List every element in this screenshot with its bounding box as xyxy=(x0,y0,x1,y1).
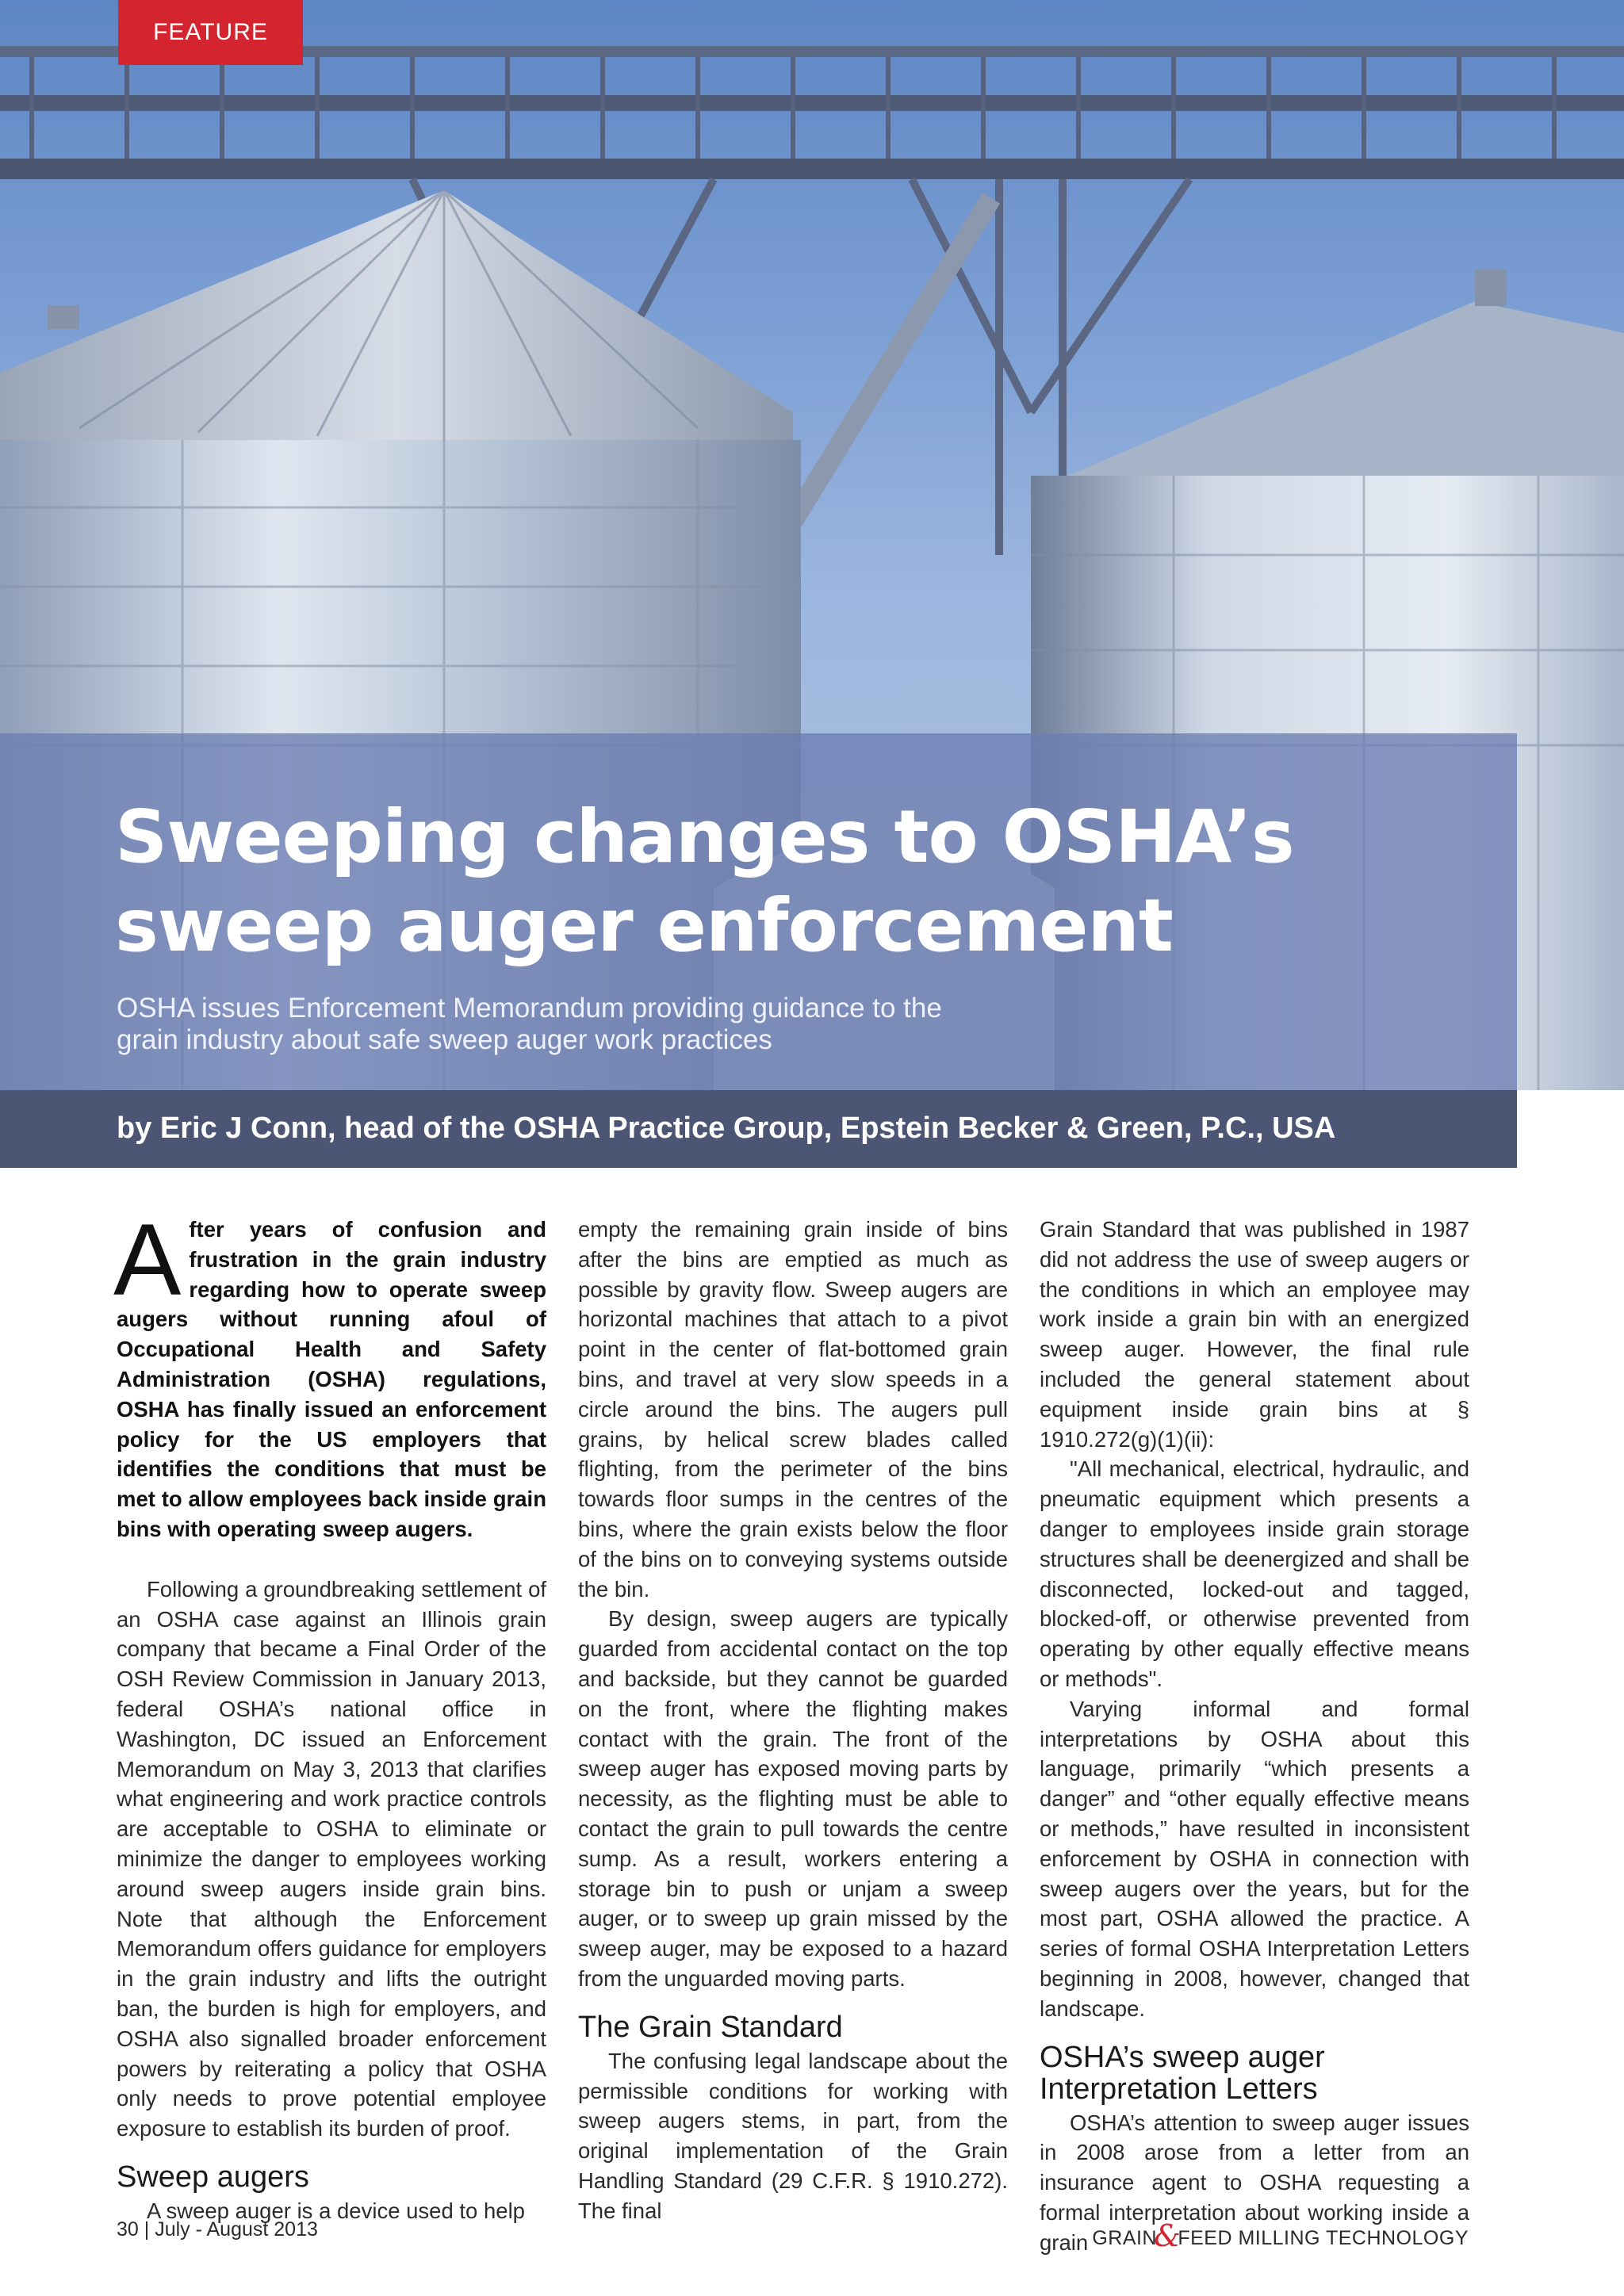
body-paragraph: By design, sweep augers are typically guarded from accidental contact on the top and backside, but they cannot be guarded on the front, where the flighting makes contact with the grain. The front of the sweep auger has exposed moving parts by necessity, as the flighting must be able to contact the grain to pull towards the centre sump. As a result, workers entering a storage bin to push or unjam a sweep auger, or to sweep up grain missed by the sweep auger, may be exposed to a hazard from the unguarded moving parts. xyxy=(578,1606,1008,1991)
masthead-grain: GRAIN xyxy=(1092,2227,1157,2249)
column-1 xyxy=(113,1203,546,2226)
subhead-grain-standard: The Grain Standard xyxy=(578,2010,843,2044)
hero-photo xyxy=(0,0,1624,1090)
masthead-ampersand: & xyxy=(1154,2218,1182,2253)
body-paragraph: OSHA’s attention to sweep auger issues in 2008 arose from a letter from an insurance agent to OSHA requesting a formal interpretation about working inside a grain xyxy=(1040,2110,1469,2255)
headline-line-2: sweep auger enforcement xyxy=(115,883,1173,968)
column-3 xyxy=(1040,1215,1469,2258)
standfirst xyxy=(117,993,1068,1056)
subhead-line-2: Interpretation Letters xyxy=(1040,2072,1318,2106)
body-paragraph: Varying informal and formal interpretations by OSHA about this language, primarily “which presents a danger” and “other equally effective means or methods,” have resulted in inconsistent enforcement by OSHA in connection with sweep augers over the years, but for the most part, OSHA allowed the practice. A series of formal OSHA Interpretation Letters beginning in 2008, however, changed that landscape. xyxy=(1040,1696,1469,2021)
headline xyxy=(115,793,1511,970)
subhead-sweep-augers: Sweep augers xyxy=(117,2160,309,2194)
headline-line-1: Sweeping changes to OSHA’s xyxy=(115,794,1294,879)
intro-paragraph xyxy=(113,1203,546,1544)
subhead-line-1: OSHA’s sweep auger xyxy=(1040,2040,1325,2074)
column-2 xyxy=(578,1215,1008,2226)
byline-bar xyxy=(0,1090,1517,1168)
body-paragraph: empty the remaining grain inside of bins after the bins are emptied as much as possible by gravity flow. Sweep augers are horizontal machines that attach to a pivot point in the center of flat-bottomed grain bins, and travel at very slow speeds in a circle around the bins. The augers pull grains, by helical screw blades called flighting, from the perimeter of the bins towards floor sumps in the centres of the bins, where the grain exists below the floor of the bins on to conveying systems outside the bin. xyxy=(578,1217,1008,1601)
magazine-masthead xyxy=(1092,2217,1469,2252)
body-paragraph: The confusing legal landscape about the permissible conditions for working with sweep augers stems, in part, from the original implementation of the Grain Handling Standard (29 C.F.R. § 1910.272). The final xyxy=(578,2048,1008,2223)
body-paragraph: Grain Standard that was published in 1987 did not address the use of sweep augers or the conditions in which an employee may work inside a grain bin with an energized sweep auger. However, the final rule included the general statement about equipment inside grain bins at § 1910.272(g)(1)(ii): xyxy=(1040,1217,1469,1452)
body-paragraph: A sweep auger is a device used to help xyxy=(147,2198,525,2223)
standfirst-line-1: OSHA issues Enforcement Memorandum providing guidance to the xyxy=(117,993,942,1024)
page-folio: 30 | July - August 2013 xyxy=(117,2218,318,2241)
masthead-feed-milling: FEED MILLING TECHNOLOGY xyxy=(1178,2227,1469,2249)
body-paragraph: Following a groundbreaking settlement of an OSHA case against an Illinois grain company that became a Final Order of the OSH Review Commission in January 2013, federal OSHA’s national office in Washington, DC issued an Enforcement Memorandum on May 3, 2013 that clarifies what engineering and work practice controls are acceptable to OSHA to eliminate or minimize the danger to employees working around sweep augers inside grain bins. Note that although the Enforcement Memorandum offers guidance for employers in the grain industry and lifts the outright ban, the burden is high for employers, and OSHA also signalled broader enforcement powers by reiterating a policy that OSHA only needs to prove potential employee exposure to establish its burden of proof. xyxy=(117,1576,546,2141)
subhead-interpretation-letters xyxy=(1040,2042,1469,2105)
drop-cap: A xyxy=(113,1203,182,1317)
standfirst-line-2: grain industry about safe sweep auger work practices xyxy=(117,1024,772,1055)
intro-text: fter years of confusion and frustration in the grain industry regarding how to operate sweep augers without running afoul of Occupational Health and Safety Administration (OSHA) regulations, OSHA has finally issued an enforcement policy for the US employers that identifies the conditions that must be met to allow employees back inside grain bins with operating sweep augers. xyxy=(117,1217,546,1541)
section-tag: FEATURE xyxy=(118,0,303,65)
byline: by Eric J Conn, head of the OSHA Practice Group, Epstein Becker & Green, P.C., USA xyxy=(117,1112,1336,1145)
quoted-regulation: "All mechanical, electrical, hydraulic, and pneumatic equipment which presents a danger to employees inside grain storage structures shall be deenergized and shall be disconnected, locked-out and tagged, blocked-off, or otherwise prevented from operating by other equally effective means or methods". xyxy=(1040,1456,1469,1691)
